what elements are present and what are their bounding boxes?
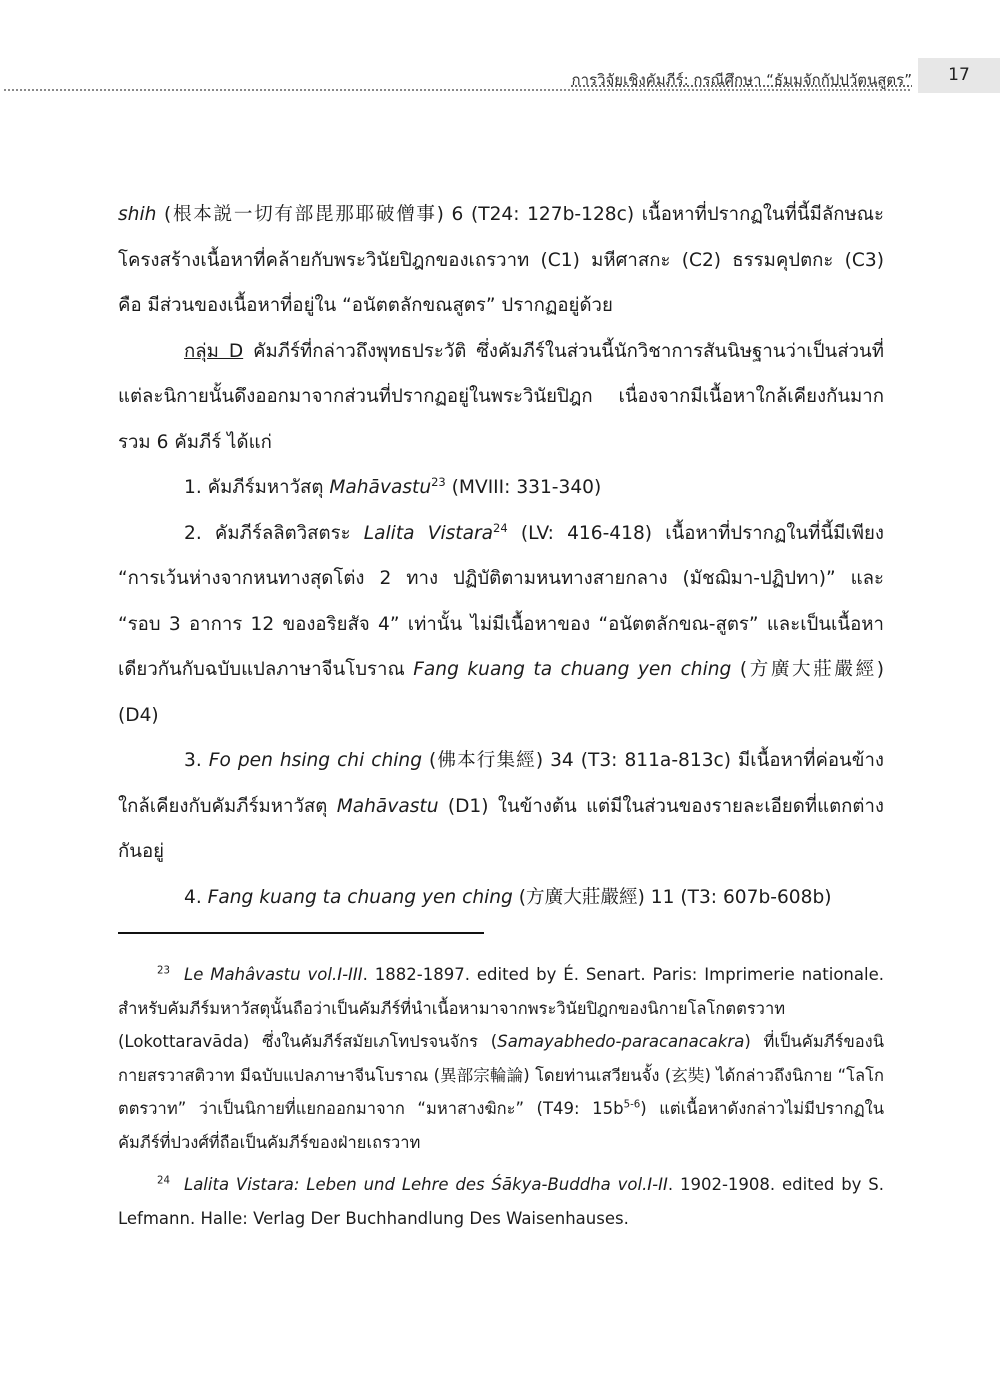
footnote-text: . 1902-1908. edited by S. Lefmann. Halle: Verlag Der Buchhandlung Des Waisenhauses. [118,1175,885,1228]
footnote-23 [118,958,884,1159]
list-item-1 [118,465,884,511]
main-text [118,192,884,920]
footnote-number: 23 [156,965,170,977]
footnote-text: . 1882-1897. edited by É. Senart. Paris: Imprimerie nationale. สำหรับคัมภีร์มหาวัสตุนั้นถือว่าเป็นคัมภีร์ที่นำเนื้อหามาจากพระวินัยปิฎกของนิกายโลโกตตรวาท (Lokottaravāda) ซึ่งในคัมภีร์สมัยเภโทปรจนจักร ( [118,965,884,1051]
italic-title: Fang kuang ta chuang yen ching [413,659,732,680]
italic-title: Mahāvastu [336,795,439,817]
running-header [0,58,1000,96]
item-text: (MVIII: 331-340) [445,477,602,498]
item-text: 1. คัมภีร์มหาวัสตุ [184,477,330,498]
italic-title: Le Mahâvastu vol.I-III [184,965,363,984]
italic-title: Mahāvastu [329,477,432,498]
footnotes [118,958,884,1235]
superscript: 5-6 [623,1099,641,1111]
running-header-title: การวิจัยเชิงคัมภีร์: กรณีศึกษา “ธัมมจักกัปปวัตนสูตร” [571,71,912,89]
list-item-4 [118,875,884,921]
italic-title: Fo pen hsing chi ching [208,750,423,771]
item-text: 4. [184,886,208,908]
item-text: (D1) ในข้างต้น แต่มีในส่วนของรายละเอียดที่แตกต่างกันอยู่ [118,795,884,862]
footnote-mark [118,958,184,992]
page-number: 17 [918,58,1000,93]
item-text: (LV: 416-418) เนื้อหาที่ปรากฏในที่นี้มีเพียง “การเว้นห่างจากหนทางสุดโต่ง 2 ทาง ปฏิบัติตามหนทางสายกลาง (มัชฌิมา-ปฏิปทา)” และ “รอบ 3 อาการ 12 ของอริยสัจ 4” เท่านั้น ไม่มีเนื้อหาของ “อนัตตลักขณ-สูตร” และเป็นเนื้อหาเดียวกันกับฉบับแปลภาษาจีนโบราณ [118,522,884,680]
italic-title: Lalita Vistara [363,522,494,544]
group-label: กลุ่ม D [184,340,244,362]
italic-title: Samayabhedo-paracanacakra [497,1032,745,1051]
footnote-number: 24 [156,1175,170,1187]
footnote-ref-23[interactable]: 23 [431,474,446,489]
italic-term: shih [118,204,157,225]
item-text: 3. [184,750,209,771]
item-text: 2. คัมภีร์ลลิตวิสตระ [184,522,364,544]
footnote-mark [118,1168,184,1202]
italic-title: Lalita Vistara: Leben und Lehre des Śākya-Buddha vol.I-II [184,1175,668,1194]
footnote-text: ) ที่เป็นคัมภีร์ของนิกายสรวาสติวาท มีฉบับแปลภาษาจีนโบราณ (異部宗輪論) โดยท่านเสวียนจั้ง (玄奘) ได้กล่าวถึงนิกาย “โลโกตตรวาท” ว่าเป็นนิกายที่แยกออกมาจาก “มหาสางฆิกะ” (T49: 15b [118,1032,884,1118]
paragraph-shih [118,192,884,329]
footnote-separator [118,932,484,934]
footnote-ref-24[interactable]: 24 [493,520,508,535]
item-text: (方廣大莊嚴經) 11 (T3: 607b-608b) [512,886,832,908]
list-item-2 [118,511,884,739]
paragraph-text: คัมภีร์ที่กล่าวถึงพุทธประวัติ ซึ่งคัมภีร์ในส่วนนี้นักวิชาการสันนิษฐานว่าเป็นส่วนที่แต่ละนิกายนั้นดึงออกมาจากส่วนที่ปรากฏอยู่ในพระวินัยปิฎก เนื่องจากมีเนื้อหาใกล้เคียงกันมาก รวม 6 คัมภีร์ ได้แก่ [118,340,885,453]
item-text: (方廣大莊嚴經) (D4) [118,659,885,726]
paragraph-text: (根本説一切有部毘那耶破僧事) 6 (T24: 127b-128c) เนื้อหาที่ปรากฏในที่นี้มีลักษณะโครงสร้างเนื้อหาที่คล้ายกับพระวินัยปิฎกของเถรวาท (C1) มหีศาสกะ (C2) ธรรมคุปตกะ (C3) คือ มีส่วนของเนื้อหาที่อยู่ใน “อนัตตลักขณสูตร” ปรากฏอยู่ด้วย [118,204,884,316]
item-text: (佛本行集經) 34 (T3: 811a-813c) มีเนื้อหาที่ค่อนข้างใกล้เคียงกับคัมภีร์มหาวัสตุ [118,750,884,817]
paragraph-group-d [118,329,884,466]
footnote-24 [118,1168,884,1235]
italic-title: Fang kuang ta chuang yen ching [207,886,513,908]
footnote-text: ) แต่เนื้อหาดังกล่าวไม่มีปรากฏในคัมภีร์ที่ปวงศ์ที่ถือเป็นคัมภีร์ของฝ่ายเถรวาท [118,1099,884,1152]
list-item-3 [118,738,884,875]
